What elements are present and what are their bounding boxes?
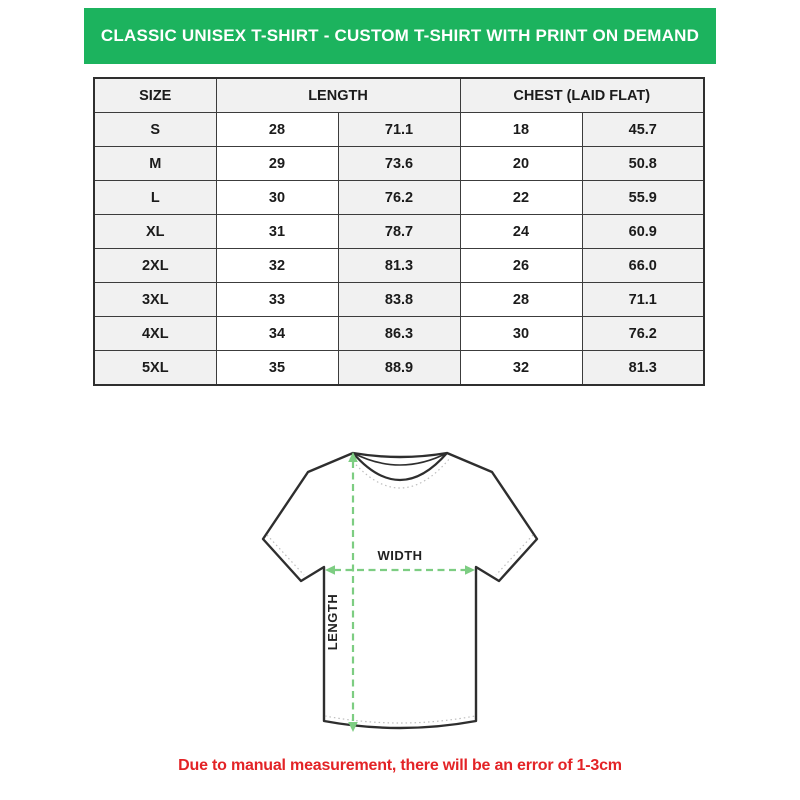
length-cm-cell: 88.9 bbox=[338, 351, 460, 386]
table-row bbox=[94, 181, 704, 215]
measurement-disclaimer: Due to manual measurement, there will be an error of 1-3cm bbox=[178, 757, 622, 774]
length-in-cell: 31 bbox=[216, 215, 338, 249]
length-cm-cell: 76.2 bbox=[338, 181, 460, 215]
chest-in-cell: 32 bbox=[460, 351, 582, 386]
size-cell: 3XL bbox=[94, 283, 216, 317]
size-cell: 5XL bbox=[94, 351, 216, 386]
size-table-container bbox=[93, 77, 705, 386]
size-cell: 4XL bbox=[94, 317, 216, 351]
chest-cm-cell: 60.9 bbox=[582, 215, 704, 249]
chest-in-cell: 24 bbox=[460, 215, 582, 249]
table-row bbox=[94, 215, 704, 249]
table-row bbox=[94, 147, 704, 181]
length-cm-cell: 73.6 bbox=[338, 147, 460, 181]
size-cell: M bbox=[94, 147, 216, 181]
banner bbox=[84, 8, 716, 64]
size-cell: XL bbox=[94, 215, 216, 249]
size-cell: 2XL bbox=[94, 249, 216, 283]
col-header-size: SIZE bbox=[94, 78, 216, 113]
length-cm-cell: 81.3 bbox=[338, 249, 460, 283]
tshirt-diagram bbox=[240, 440, 560, 740]
length-in-cell: 33 bbox=[216, 283, 338, 317]
chest-cm-cell: 45.7 bbox=[582, 113, 704, 147]
table-row bbox=[94, 351, 704, 386]
length-in-cell: 29 bbox=[216, 147, 338, 181]
length-cm-cell: 71.1 bbox=[338, 113, 460, 147]
chest-cm-cell: 76.2 bbox=[582, 317, 704, 351]
length-cm-cell: 83.8 bbox=[338, 283, 460, 317]
chest-in-cell: 26 bbox=[460, 249, 582, 283]
chest-in-cell: 18 bbox=[460, 113, 582, 147]
length-in-cell: 34 bbox=[216, 317, 338, 351]
length-in-cell: 30 bbox=[216, 181, 338, 215]
header-row bbox=[94, 78, 704, 113]
length-label: LENGTH bbox=[325, 593, 340, 651]
chest-cm-cell: 71.1 bbox=[582, 283, 704, 317]
col-header-chest: CHEST (LAID FLAT) bbox=[460, 78, 704, 113]
size-cell: L bbox=[94, 181, 216, 215]
length-in-cell: 32 bbox=[216, 249, 338, 283]
table-row bbox=[94, 283, 704, 317]
length-cm-cell: 86.3 bbox=[338, 317, 460, 351]
tshirt-outline-icon bbox=[263, 453, 537, 728]
size-table bbox=[93, 77, 705, 386]
chest-in-cell: 20 bbox=[460, 147, 582, 181]
table-row bbox=[94, 249, 704, 283]
width-label: WIDTH bbox=[377, 548, 423, 563]
chest-cm-cell: 55.9 bbox=[582, 181, 704, 215]
chest-in-cell: 30 bbox=[460, 317, 582, 351]
chest-in-cell: 22 bbox=[460, 181, 582, 215]
chest-cm-cell: 66.0 bbox=[582, 249, 704, 283]
length-cm-cell: 78.7 bbox=[338, 215, 460, 249]
page-title: CLASSIC UNISEX T-SHIRT - CUSTOM T-SHIRT WITH PRINT ON DEMAND bbox=[100, 26, 700, 45]
chest-in-cell: 28 bbox=[460, 283, 582, 317]
chest-cm-cell: 81.3 bbox=[582, 351, 704, 386]
size-cell: S bbox=[94, 113, 216, 147]
footer-note bbox=[0, 757, 800, 775]
chest-cm-cell: 50.8 bbox=[582, 147, 704, 181]
length-in-cell: 35 bbox=[216, 351, 338, 386]
length-in-cell: 28 bbox=[216, 113, 338, 147]
table-row bbox=[94, 317, 704, 351]
col-header-length: LENGTH bbox=[216, 78, 460, 113]
table-row bbox=[94, 113, 704, 147]
